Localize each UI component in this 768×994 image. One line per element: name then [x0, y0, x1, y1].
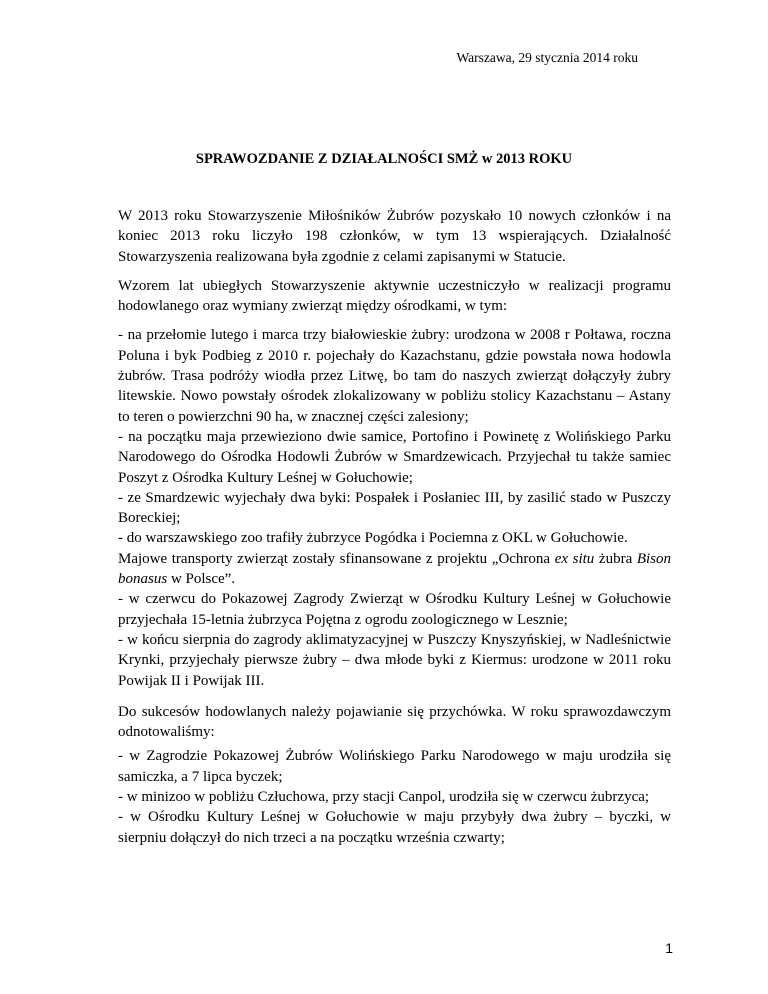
funding-note [118, 549, 671, 590]
paragraph-program: Wzorem lat ubiegłych Stowarzyszenie aktywnie uczestniczyło w realizacji programu hodowlanego oraz wymiany zwierząt między ośrodkami, w tym: [118, 277, 671, 315]
paragraph-success: Do sukcesów hodowlanych należy pojawianie się przychówka. W roku sprawozdawczym odnotowaliśmy: [118, 703, 671, 741]
transfer-item-borecka: - ze Smardzewic wyjechały dwa byki: Pospałek i Posłaniec III, by zasilić stado w Puszczy Boreckiej; [118, 489, 671, 527]
transfer-item-kazakhstan: - na przełomie lutego i marca trzy białowieskie żubry: urodzona w 2008 r Połtawa, roczna Poluna i byk Podbieg z 2010 r. pojechały do Kazachstanu, gdzie powstała nowa hodowla żubrów. Trasa podróży wiodła przez Litwę, bo tam do naszych zwierząt dołączyły żubry litewskie. Nowo powstały ośrodek zlokalizowany w pobliżu stolicy Kazachstanu – Astany to teren o powierzchni 90 ha, w znacznej części zalesiony; [118, 327, 671, 425]
document-body [118, 206, 671, 848]
birth-item-goluchow: - w Ośrodku Kultury Leśnej w Gołuchowie w maju przybyły dwa żubry – byczki, w sierpniu dołączył do nich trzeci a na początku września czwarty; [118, 809, 671, 846]
funding-italic-ex-situ: ex situ [554, 550, 595, 567]
document-date: Warszawa, 29 stycznia 2014 roku [456, 50, 638, 65]
funding-text-2: żubra [594, 550, 637, 567]
paragraph-births [118, 746, 671, 847]
transfer-item-goluchow: - w czerwcu do Pokazowej Zagrody Zwierząt w Ośrodku Kultury Leśnej w Gołuchowie przyjechała 15-letnia żubrzyca Pojętna z ogrodu zoologicznego w Lesznie; [118, 591, 671, 628]
transfer-item-knyszynska: - w końcu sierpnia do zagrody aklimatyzacyjnej w Puszczy Knyszyńskiej, w Nadleśnictwie Krynki, przyjechały pierwsze żubry – dwa młode byki z Kiermus: urodzone w 2011 roku Powijak II i Powijak III. [118, 631, 671, 689]
funding-text-1: Majowe transporty zwierząt zostały sfinansowane z projektu „Ochrona [118, 550, 555, 567]
paragraph-intro: W 2013 roku Stowarzyszenie Miłośników Żubrów pozyskało 10 nowych członków i na koniec 2013 roku liczyło 198 członków, w tym 13 wspierających. Działalność Stowarzyszenia realizowana była zgodnie z celami zapisanymi w Statucie. [118, 208, 671, 265]
transfer-item-warsaw-zoo: - do warszawskiego zoo trafiły żubrzyce Pogódka i Pociemna z OKL w Gołuchowie. [118, 530, 628, 547]
birth-item-wolin: - w Zagrodzie Pokazowej Żubrów Wolińskiego Parku Narodowego w maju urodziła się samiczka, a 7 lipca byczek; [118, 748, 671, 785]
paragraph-transfers [118, 325, 671, 690]
birth-item-czluchow: - w minizoo w pobliżu Człuchowa, przy stacji Canpol, urodziła się w czerwcu żubrzyca; [118, 789, 650, 806]
funding-text-3: w Polsce”. [167, 571, 236, 588]
funding-italic-bison: Bison bonasus [118, 550, 672, 588]
page-number: 1 [665, 940, 673, 956]
transfer-item-smardzewice: - na początku maja przewieziono dwie samice, Portofino i Powinetę z Wolińskiego Parku Narodowego do Ośrodka Hodowli Żubrów w Smardzewicach. Przyjechał tu także samiec Poszyt z Ośrodka Kultury Leśnej w Gołuchowie; [118, 428, 671, 486]
document-title: SPRAWOZDANIE Z DZIAŁALNOŚCI SMŻ w 2013 ROKU [195, 151, 573, 167]
